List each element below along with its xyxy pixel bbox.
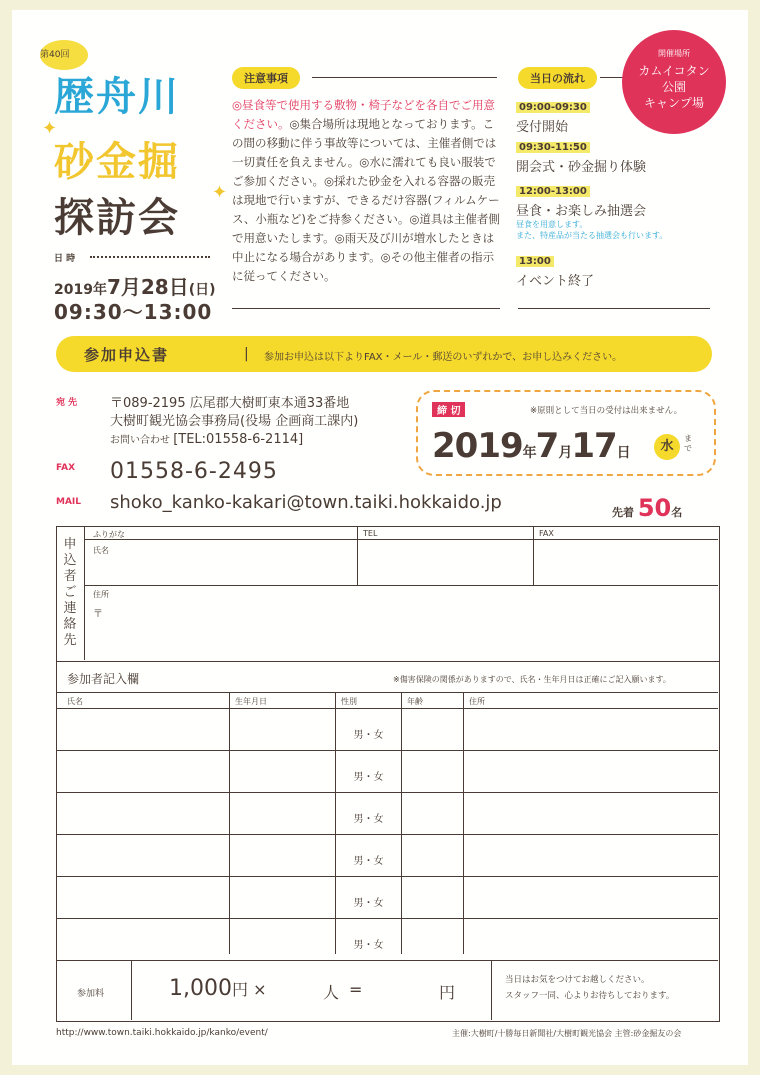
deadline-year: 2019	[432, 426, 523, 466]
capacity-prefix: 先着	[612, 506, 634, 519]
row-divider	[57, 960, 718, 961]
divider	[312, 77, 497, 78]
fee-amount: 1,000	[169, 976, 232, 1001]
col-divider	[229, 692, 230, 954]
title-line-3: 探訪会	[54, 195, 180, 241]
row-divider	[85, 585, 718, 586]
event-time: 09:30〜13:00	[54, 300, 213, 324]
flow-time: 09:00-09:30	[516, 102, 590, 113]
divider	[232, 308, 500, 309]
apply-instruction: 参加お申込は以下よりFAX・メール・郵送のいずれかで、お申し込みください。	[264, 352, 623, 363]
deadline-year-unit: 年	[522, 445, 536, 461]
fee-total-field[interactable]	[371, 968, 435, 1012]
capacity	[612, 494, 682, 522]
flow-item	[516, 138, 646, 175]
deadline-note: ※原則として当日の受付は出来ません。	[530, 406, 683, 416]
flow-activity: 開会式・砂金掘り体験	[516, 160, 647, 175]
fax-label: FAX	[56, 463, 76, 473]
flow-item	[516, 98, 590, 135]
closing-message-2: スタッフ一同、心よりお待ちしております。	[505, 991, 675, 1001]
row-divider	[57, 750, 718, 751]
deadline-label: 締 切	[432, 402, 465, 417]
deadline-month: 7	[535, 426, 559, 466]
fee-yen: 円	[231, 980, 248, 999]
deadline-box	[416, 390, 716, 476]
col-header-address: 住所	[469, 697, 485, 706]
name-label: 氏名	[93, 546, 109, 555]
applicant-form	[56, 526, 720, 662]
deadline-day-unit: 日	[616, 445, 630, 461]
flow-item	[516, 252, 594, 289]
participant-form-title: 参加者記入欄	[67, 672, 140, 686]
mail-address[interactable]: shoko_kanko-kakari@town.taiki.hokkaido.jp	[110, 492, 502, 513]
gender-option[interactable]: 男・女	[353, 940, 384, 951]
col-header-gender: 性別	[341, 697, 357, 706]
flow-item	[516, 182, 667, 241]
flow-time: 13:00	[516, 256, 554, 267]
col-divider	[491, 960, 492, 1020]
event-weekday: (日)	[188, 282, 216, 298]
postal-mark: 〒	[93, 609, 103, 620]
closing-message	[505, 972, 674, 1004]
closing-message-1: 当日はお気をつけてお越しください。	[505, 975, 650, 985]
edition-label: 第40回	[40, 50, 70, 60]
applicant-fax-field[interactable]	[535, 541, 717, 583]
date-label: 日 時	[54, 254, 76, 264]
fee-people: 人	[323, 983, 340, 1002]
flow-activity: 受付開始	[516, 120, 569, 135]
fee-label: 参加料	[77, 989, 105, 999]
row-divider	[57, 918, 718, 919]
deadline-month-unit: 月	[558, 445, 572, 461]
capacity-count: 50	[637, 494, 672, 522]
event-year: 2019年	[54, 282, 107, 298]
flow-time: 09:30-11:50	[516, 142, 590, 153]
row-divider	[57, 708, 718, 709]
venue-name-3: キャンプ場	[643, 96, 704, 110]
row-divider	[57, 876, 718, 877]
flow-activity: イベント終了	[516, 274, 595, 289]
address-line-1: 〒089-2195 広尾郡大樹町東本通33番地	[110, 396, 350, 411]
deadline-until: まで	[684, 434, 692, 453]
notes-body	[232, 96, 500, 286]
address-field-label: 住所	[93, 590, 109, 599]
capacity-unit: 名	[671, 506, 683, 519]
gender-option[interactable]: 男・女	[353, 772, 384, 783]
apply-title: 参加申込書	[84, 346, 170, 364]
venue-name-1: カムイコタン	[638, 64, 710, 78]
contact-line	[110, 431, 303, 447]
venue-badge	[622, 30, 726, 134]
applicant-side-label	[57, 527, 85, 660]
participant-form-note: ※傷害保険の関係がありますので、氏名・生年月日は正確にご記入願います。	[393, 675, 671, 684]
tel-label: TEL	[363, 529, 378, 538]
applicant-side-text: 申込者ご連絡先	[63, 537, 77, 648]
col-divider	[131, 960, 132, 1020]
deadline-day: 17	[571, 426, 617, 466]
gender-option[interactable]: 男・女	[353, 856, 384, 867]
title-line-1: 歴舟川	[54, 74, 180, 120]
applicant-name-field[interactable]	[87, 551, 355, 583]
fax-number: 01558-6-2495	[110, 459, 278, 484]
fee-times: ×	[253, 980, 267, 999]
dotted-divider	[90, 256, 210, 258]
fee-total-unit: 円	[439, 983, 456, 1002]
apply-banner	[56, 336, 712, 372]
fee-equals: =	[349, 980, 363, 999]
footer-organizers: 主催:大樹町/十勝毎日新聞社/大樹町観光協会 主管:砂金掘友の会	[452, 1029, 682, 1038]
deadline-date	[432, 426, 630, 466]
col-header-birthdate: 生年月日	[235, 697, 267, 706]
col-divider	[463, 692, 464, 954]
col-divider	[533, 527, 534, 585]
flow-time: 12:00-13:00	[516, 186, 590, 197]
footer-url[interactable]: http://www.town.taiki.hokkaido.jp/kanko/event/	[56, 1028, 268, 1038]
gender-option[interactable]: 男・女	[353, 730, 384, 741]
notes-heading: 注意事項	[232, 67, 300, 89]
applicant-address-field[interactable]	[87, 601, 717, 659]
people-count-field[interactable]	[267, 968, 317, 1012]
flyer-page	[12, 10, 748, 1065]
row-divider	[57, 834, 718, 835]
event-monthday: 7月28日	[106, 275, 189, 299]
fax-field-label: FAX	[539, 529, 554, 538]
col-header-name: 氏名	[67, 697, 83, 706]
sparkle-icon: ✦	[42, 118, 58, 139]
fee-calc	[169, 976, 267, 1001]
divider	[518, 308, 710, 309]
deadline-weekday: 水	[654, 434, 680, 460]
address-label: 宛 先	[56, 398, 78, 408]
mail-label: MAIL	[56, 497, 82, 507]
sparkle-icon: ✦	[212, 182, 228, 203]
flow-heading: 当日の流れ	[518, 67, 597, 89]
venue-name-2: 公園	[661, 80, 686, 94]
notes-highlight: ◎昼食等で使用する敷物・椅子などを各自でご用意ください。	[232, 98, 496, 131]
col-divider	[401, 692, 402, 954]
row-divider	[57, 692, 718, 693]
contact-label: お問い合わせ	[110, 435, 170, 446]
gender-option[interactable]: 男・女	[353, 814, 384, 825]
title-line-2: 砂金掘	[54, 139, 180, 185]
row-divider	[85, 539, 718, 540]
address-line-2: 大樹町観光協会事務局(役場 企画商工課内)	[110, 414, 359, 429]
furigana-label: ふりがな	[93, 530, 125, 539]
participant-form	[56, 662, 720, 1022]
venue-label: 開催場所	[658, 49, 690, 58]
applicant-tel-field[interactable]	[359, 541, 531, 583]
notes-text: ◎集合場所は現地となっております。この間の移動に伴う事故等については、主催者側では一切責任を負えません。◎水に濡れても良い服装でご参加ください。◎採れた砂金を入れる容器の販売は現地で行いますが、できるだけ容器(フィルムケース、小瓶など)をご持参ください。◎道具は主催者側で用意いたします。◎雨天及び川が増水したときは中止になる場合があります。◎その他主催者の指示に従ってください。	[232, 117, 500, 283]
row-divider	[57, 792, 718, 793]
col-header-age: 年齢	[407, 697, 423, 706]
flow-activity: 昼食・お楽しみ抽選会	[516, 204, 647, 219]
col-divider	[357, 527, 358, 585]
banner-separator: |	[244, 346, 249, 362]
contact-tel: [TEL:01558-6-2114]	[173, 432, 304, 447]
flow-note: 昼食を用意します。 また、特産品が当たる抽選会も行います。	[516, 220, 668, 240]
gender-option[interactable]: 男・女	[353, 898, 384, 909]
